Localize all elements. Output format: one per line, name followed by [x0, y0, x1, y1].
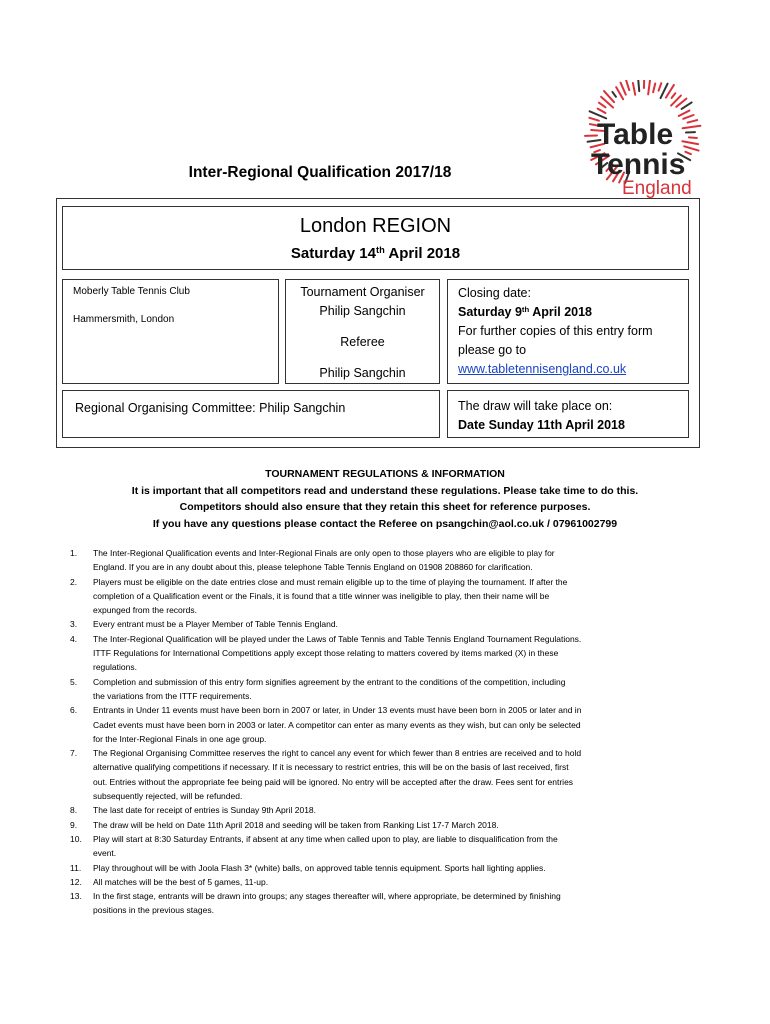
draw-date: Date Sunday 11th April 2018: [458, 418, 625, 432]
regulation-text-line: Completion and submission of this entry form signifies agreement by the entrant to the conditions of the competition, including: [93, 676, 566, 687]
logo-ray: [626, 80, 630, 90]
website-link[interactable]: www.tabletennisengland.co.uk: [458, 362, 627, 376]
regulation-item: [70, 703, 680, 746]
copies-text-line2: please go to: [458, 343, 527, 357]
regulation-text-line: out. Entries without the appropriate fee being paid will be ignored. No entry will be accepted after the draw. Fees sent for entries: [93, 776, 574, 787]
regulation-text-line: Every entrant must be a Player Member of Table Tennis England.: [93, 619, 338, 630]
closing-date-box: [447, 279, 689, 384]
regulation-item: [70, 617, 680, 631]
regulation-text-line: Play will start at 8:30 Saturday Entrants, if absent at any time when called upon to play, are liable to disqualification from the: [93, 833, 558, 844]
draw-box: [447, 390, 689, 438]
venue-name: Moberly Table Tennis Club: [73, 286, 190, 297]
logo-word-tennis: Tennis: [591, 148, 686, 181]
logo-word-england: England: [622, 178, 692, 198]
referee-name: Philip Sangchin: [319, 366, 406, 380]
regulation-text-line: subsequently rejected, will be refunded.: [93, 791, 243, 802]
organiser-label: Tournament Organiser: [300, 285, 425, 299]
regulation-text-line: ITTF Regulations for International Competitions apply except those relating to matters covered by items marked (X) in these: [93, 648, 559, 659]
series-title: Inter-Regional Qualification 2017/18: [188, 164, 452, 181]
logo-ray: [685, 152, 691, 154]
regulation-text-line: for the Inter-Regional Finals in one age group.: [93, 733, 267, 744]
regulation-text-line: the variations from the ITTF requirements.: [93, 690, 252, 701]
committee-text: Regional Organising Committee: Philip Sangchin: [75, 401, 346, 415]
regulation-number: 5.: [70, 676, 78, 687]
closing-date: [458, 305, 592, 319]
regulation-text-line: The draw will be held on Date 11th April 2018 and seeding will be taken from Ranking List 17-7 March 2018.: [93, 819, 499, 830]
regulation-text-line: All matches will be the best of 5 games, 11-up.: [93, 876, 269, 887]
logo-ray: [672, 93, 676, 98]
regulation-text-line: Players must be eligible on the date entries close and must remain eligible up to the time of playing the tournament. If after the: [93, 576, 568, 587]
regulation-text-line: In the first stage, entrants will be drawn into groups; any stages thereafter will, where appropriate, be determined by finishing: [93, 891, 561, 902]
regulation-text-line: event.: [93, 848, 117, 859]
regulation-item: [70, 818, 680, 832]
regulation-text-line: Play throughout will be with Joola Flash 3* (white) balls, on approved table tennis equipment. Sports hall lighting applies.: [93, 862, 546, 873]
regulation-text-line: alternative qualifying competitions if necessary. If it is necessary to restrict entries, this will be on the basis of last received, first: [93, 762, 569, 773]
event-date-prefix: Saturday 14: [290, 245, 376, 262]
regulation-number: 4.: [70, 633, 78, 644]
logo-ray: [682, 102, 692, 109]
venue-location: Hammersmith, London: [73, 314, 175, 325]
logo-ray: [621, 83, 626, 95]
logo-ray: [612, 92, 616, 97]
regulation-number: 12.: [70, 876, 82, 887]
logo-ray: [684, 146, 698, 150]
logo-ray: [616, 87, 623, 99]
logo-ray: [683, 115, 693, 119]
event-header-box: [62, 206, 689, 270]
regulation-text-line: positions in the previous stages.: [93, 905, 214, 916]
organiser-name: Philip Sangchin: [319, 304, 406, 318]
regulation-item: [70, 875, 680, 889]
venue-box: [62, 279, 279, 384]
regulation-text-line: expunged from the records.: [93, 605, 197, 616]
regulation-item: [70, 546, 680, 575]
regulations-intro-3: If you have any questions please contact the Referee on psangchin@aol.co.uk / 07961002799: [152, 517, 618, 530]
regulation-text-line: The Inter-Regional Qualification events and Inter-Regional Finals are only open to those players who are eligible to play for: [93, 548, 555, 558]
regulation-number: 13.: [70, 891, 82, 902]
event-date-suffix-sup: th: [375, 244, 385, 255]
logo-ray: [682, 141, 698, 144]
table-tennis-england-logo: [555, 80, 705, 198]
regulation-item: [70, 675, 680, 704]
closing-date-sup: th: [521, 304, 530, 314]
logo-word-table: Table: [597, 118, 674, 151]
logo-ray: [599, 103, 606, 108]
regulations-heading: TOURNAMENT REGULATIONS & INFORMATION: [265, 468, 505, 480]
regulation-number: 6.: [70, 705, 78, 716]
regulation-number: 8.: [70, 805, 78, 816]
copies-text-line1: For further copies of this entry form: [458, 324, 653, 338]
regulation-item: [70, 746, 680, 803]
regulations-list: [70, 546, 680, 918]
closing-date-month: April 2018: [529, 305, 593, 319]
logo-ray: [648, 80, 650, 94]
regulation-item: [70, 889, 680, 918]
logo-rays-graphic: [555, 80, 705, 198]
committee-box: [62, 390, 440, 438]
regulation-text-line: The Inter-Regional Qualification will be played under the Laws of Table Tennis and Table Tennis England Tournament Regulations.: [93, 633, 582, 644]
regulation-number: 2.: [70, 576, 78, 587]
regulations-header: [60, 466, 710, 532]
regulation-item: [70, 861, 680, 875]
logo-ray: [688, 120, 698, 122]
regulation-text-line: The last date for receipt of entries is Sunday 9th April 2018.: [93, 805, 317, 816]
regulation-number: 3.: [70, 619, 78, 630]
closing-date-prefix: Saturday 9: [458, 305, 522, 319]
logo-ray: [659, 83, 662, 91]
closing-label: Closing date:: [458, 286, 531, 300]
regulation-text-line: Entrants in Under 11 events must have been born in 2007 or later, in Under 13 events must have been born in 2005 or later and in: [93, 705, 582, 716]
regulation-text-line: England. If you are in any doubt about this, please telephone Table Tennis England on 01908 208860 for clarification.: [93, 562, 533, 573]
regulation-text-line: Cadet events must have been born in 2003 or later. A competitor can enter as many events as they wish, but can only be selected: [93, 719, 581, 730]
regulation-text-line: regulations.: [93, 662, 137, 673]
regulation-number: 11.: [70, 862, 82, 873]
logo-ray: [633, 83, 635, 95]
referee-label: Referee: [340, 335, 385, 349]
logo-ray: [689, 137, 697, 138]
logo-ray: [638, 80, 639, 91]
officials-box: [285, 279, 440, 384]
regulation-item: [70, 832, 680, 861]
regulation-number: 9.: [70, 819, 78, 830]
regulations-intro-1: It is important that all competitors read and understand these regulations. Please take time to do this.: [131, 484, 639, 497]
regulation-text-line: completion of a Qualification event or the Finals, it is found that a title winner was ineligible to play, then their name will be: [93, 590, 550, 601]
regulations-intro-2: Competitors should also ensure that they retain this sheet for reference purposes.: [179, 501, 591, 513]
regulation-item: [70, 632, 680, 675]
region-title: London REGION: [299, 215, 452, 237]
regulation-number: 7.: [70, 748, 78, 759]
logo-ray: [653, 83, 655, 92]
logo-ray: [679, 111, 690, 116]
regulation-number: 1.: [70, 548, 78, 558]
draw-label: The draw will take place on:: [458, 399, 613, 413]
event-date: [63, 245, 688, 262]
logo-ray: [683, 126, 701, 129]
regulation-number: 10.: [70, 833, 82, 844]
logo-ray: [598, 109, 606, 113]
regulation-item: [70, 803, 680, 817]
regulation-item: [70, 575, 680, 618]
regulation-text-line: The Regional Organising Committee reserves the right to cancel any event for which fewer than 8 entries are received and to hold: [93, 748, 582, 759]
event-date-month: April 2018: [384, 245, 461, 262]
